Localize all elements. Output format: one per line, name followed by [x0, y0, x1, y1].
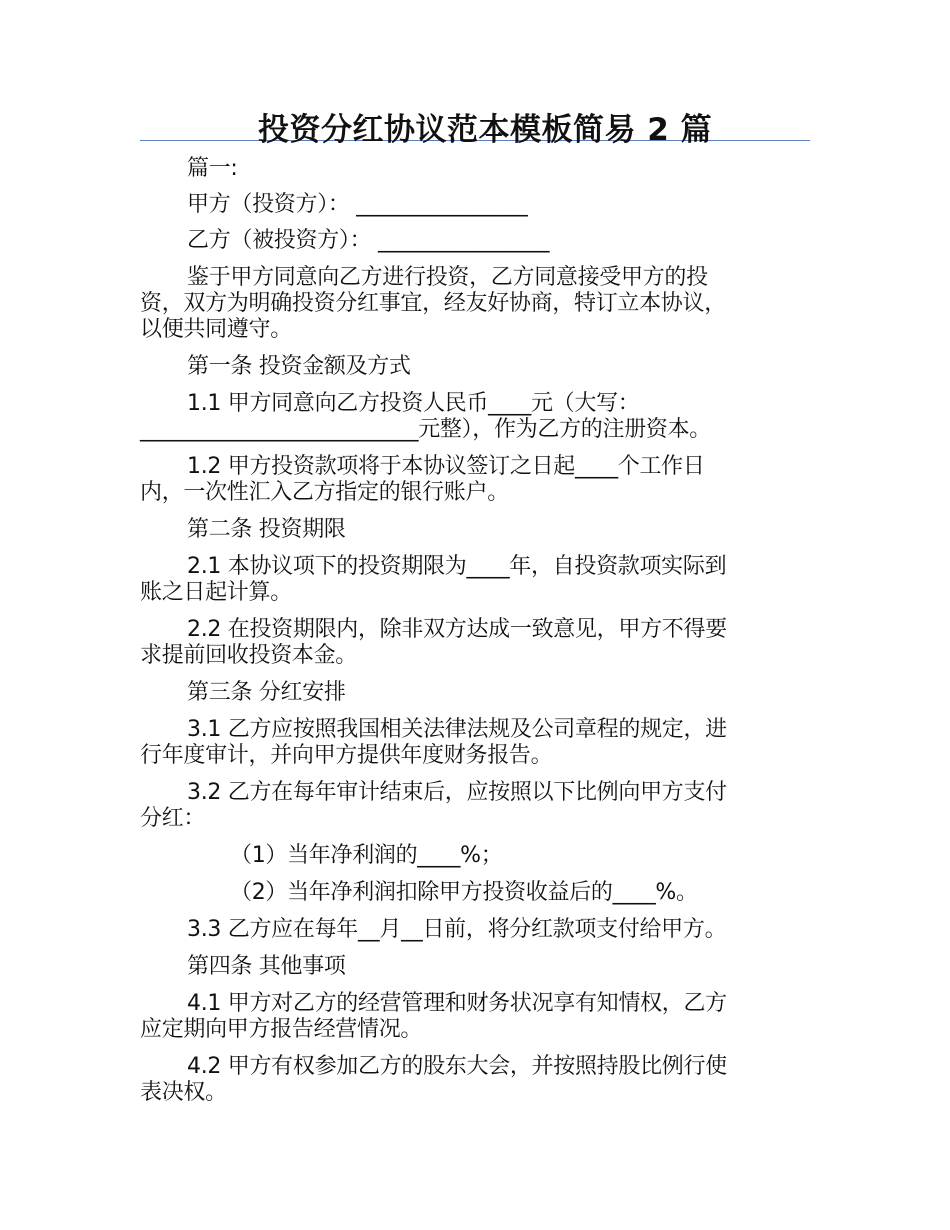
article-4-heading: 第四条 其他事项 [187, 954, 346, 979]
document-body [140, 156, 810, 1106]
document-title: 投资分红协议范本模板简易 2 篇 [258, 112, 713, 148]
clause-3-1-line-1: 3.1 乙方应按照我国相关法律法规及公司章程的规定，进 [187, 717, 727, 742]
section-label: 篇一: [187, 156, 238, 181]
clause-1-2-line-1: 1.2 甲方投资款项将于本协议签订之日起____个工作日 [187, 454, 705, 479]
clause-2-1-line-1: 2.1 本协议项下的投资期限为____年，自投资款项实际到 [187, 554, 727, 579]
clause-3-1-line-2: 行年度审计，并向甲方提供年度财务报告。 [140, 743, 553, 768]
preamble-line-1: 鉴于甲方同意向乙方进行投资，乙方同意接受甲方的投 [187, 265, 708, 290]
clause-3-2-line-1: 3.2 乙方在每年审计结束后，应按照以下比例向甲方支付 [187, 780, 727, 805]
clause-2-2-line-1: 2.2 在投资期限内，除非双方达成一致意见，甲方不得要 [187, 617, 727, 642]
clause-1-2-line-2: 内，一次性汇入乙方指定的银行账户。 [140, 480, 509, 505]
clause-2-1-line-2: 账之日起计算。 [140, 580, 292, 605]
clause-4-1-line-1: 4.1 甲方对乙方的经营管理和财务状况享有知情权，乙方 [187, 991, 727, 1016]
preamble-line-3: 以便共同遵守。 [140, 317, 292, 342]
clause-3-2-line-2: 分红： [140, 806, 206, 831]
clause-4-1-line-2: 应定期向甲方报告经营情况。 [140, 1017, 423, 1042]
party-b-line: 乙方（被投资方）： ________________ [187, 228, 550, 253]
clause-3-3: 3.3 乙方应在每年__月__日前，将分红款项支付给甲方。 [187, 917, 727, 942]
title-bar [140, 100, 810, 148]
clause-4-2-line-1: 4.2 甲方有权参加乙方的股东大会，并按照持股比例行使 [187, 1054, 727, 1079]
clause-2-2-line-2: 求提前回收投资本金。 [140, 643, 358, 668]
clause-1-1-line-1: 1.1 甲方同意向乙方投资人民币____元（大写： [187, 391, 640, 416]
ratio-item-1: （1）当年净利润的____%； [230, 843, 503, 868]
preamble-line-2: 资，双方为明确投资分红事宜，经友好协商，特订立本协议， [140, 291, 726, 316]
clause-4-2-line-2: 表决权。 [140, 1080, 227, 1105]
article-1-heading: 第一条 投资金额及方式 [187, 354, 411, 379]
article-3-heading: 第三条 分红安排 [187, 680, 346, 705]
ratio-item-2: （2）当年净利润扣除甲方投资收益后的____%。 [230, 880, 698, 905]
article-2-heading: 第二条 投资期限 [187, 517, 346, 542]
party-a-line: 甲方（投资方）： ________________ [187, 192, 528, 217]
clause-1-1-line-2: __________________________元整），作为乙方的注册资本。 [140, 417, 712, 442]
